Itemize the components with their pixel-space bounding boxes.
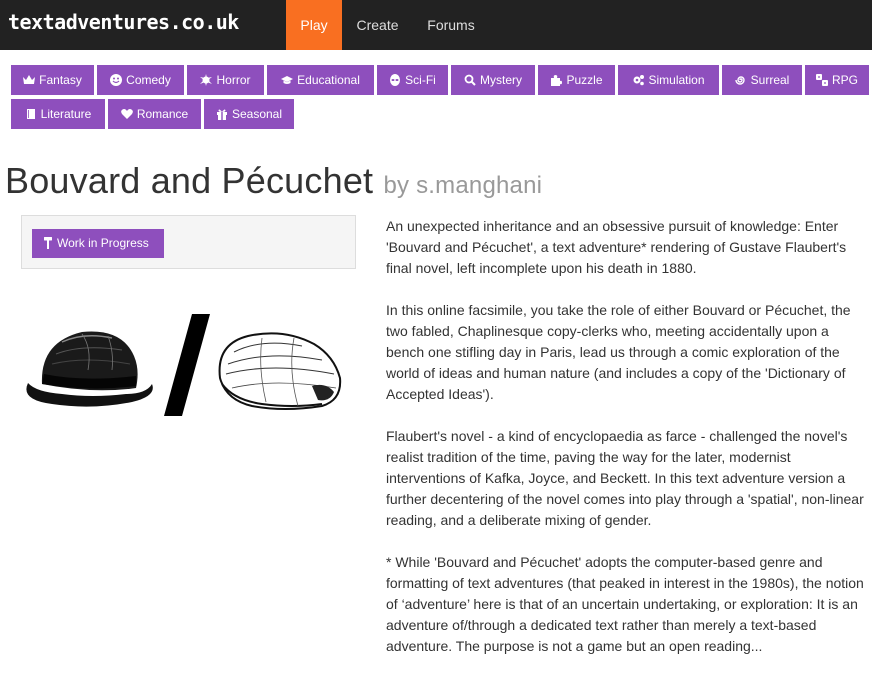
- genre-romance-button[interactable]: [108, 99, 201, 129]
- hammer-icon: [43, 237, 53, 249]
- gift-icon: [216, 108, 228, 120]
- genre-puzzle-button[interactable]: [538, 65, 615, 95]
- status-label: Work in Progress: [57, 236, 149, 250]
- genre-educational-button[interactable]: [267, 65, 374, 95]
- genre-label: Simulation: [648, 73, 705, 87]
- genre-simulation-button[interactable]: [618, 65, 719, 95]
- genre-label: Mystery: [480, 73, 522, 87]
- heart-icon: [121, 108, 133, 120]
- genre-literature-button[interactable]: [11, 99, 105, 129]
- nav-create[interactable]: Create: [356, 17, 399, 33]
- genre-comedy-button[interactable]: [97, 65, 184, 95]
- genre-label: Fantasy: [39, 73, 82, 87]
- genre-label: Romance: [136, 107, 189, 121]
- dice-icon: [816, 74, 828, 86]
- nav-forums[interactable]: Forums: [427, 17, 475, 33]
- description-paragraph: Flaubert's novel - a kind of encyclopaedia as farce - challenged the novel's realist tradition of the time, paving the way for the later, modernist interventions of Kafka, Joyce, and Beckett. In this text adventure version a further decentering of the novel comes into play through a 'spatial', non-linear reading, and a deliberate mixing of gender.: [386, 428, 864, 528]
- genre-label: Comedy: [126, 73, 171, 87]
- site-logo[interactable]: textadventures.co.uk: [8, 10, 239, 34]
- genre-horror-button[interactable]: [187, 65, 264, 95]
- description-paragraph: * While 'Bouvard and Pécuchet' adopts the computer-based genre and formatting of text adventures (that peaked in interest in the 1980s), the notion of ‘adventure’ here is that of an uncertain undertaking, or exploration: It is an adventure of/through a dedicated text rather than merely a text-based adventure. The purpose is not a game but an open reading...: [386, 554, 864, 654]
- genre-label: Horror: [216, 73, 251, 87]
- genre-label: Surreal: [750, 73, 790, 87]
- book-icon: [25, 108, 37, 120]
- description-paragraph: An unexpected inheritance and an obsessive pursuit of knowledge: Enter 'Bouvard and Pécuchet', a text adventure* rendering of Gustave Flaubert's final novel, left incomplete upon his death in 1880.: [386, 218, 847, 276]
- genre-rpg-button[interactable]: [805, 65, 869, 95]
- game-author[interactable]: by s.manghani: [383, 172, 543, 199]
- genre-seasonal-button[interactable]: [204, 99, 294, 129]
- genre-label: Sci-Fi: [405, 73, 436, 87]
- genre-scifi-button[interactable]: [377, 65, 448, 95]
- bowler-hat-illustration: [26, 332, 152, 407]
- puzzle-piece-icon: [550, 74, 562, 86]
- genre-label: RPG: [831, 73, 858, 87]
- game-cover-image: [22, 308, 346, 423]
- game-title: Bouvard and Pécuchet: [5, 160, 374, 201]
- genre-label: Literature: [40, 107, 92, 121]
- crown-icon: [23, 74, 35, 86]
- top-navbar: [0, 0, 872, 50]
- genre-label: Educational: [297, 73, 360, 87]
- genre-surreal-button[interactable]: [722, 65, 802, 95]
- smiley-icon: [110, 74, 122, 86]
- nav-play[interactable]: Play: [286, 0, 342, 50]
- alien-icon: [389, 74, 401, 86]
- work-in-progress-badge[interactable]: [32, 229, 164, 258]
- genre-fantasy-button[interactable]: [11, 65, 94, 95]
- description-paragraph: In this online facsimile, you take the role of either Bouvard or Pécuchet, the two fabled, Chaplinesque copy-clerks who, meeting accidentally upon a bench one stifling day in Paris, lead us through a comic exploration of the world of ideas and human nature (and includes a copy of the 'Dictionary of Accepted Ideas').: [386, 302, 851, 402]
- game-status-panel: [21, 215, 356, 269]
- flat-cap-illustration: [220, 333, 341, 409]
- game-description: [386, 216, 868, 674]
- slash-divider: [164, 314, 210, 416]
- graduation-cap-icon: [281, 74, 293, 86]
- spiral-icon: [735, 74, 747, 86]
- genre-label: Puzzle: [566, 73, 603, 87]
- gears-icon: [632, 74, 644, 86]
- genre-mystery-button[interactable]: [451, 65, 535, 95]
- magnifier-icon: [464, 74, 476, 86]
- splat-icon: [200, 74, 212, 86]
- genre-label: Seasonal: [231, 107, 283, 121]
- game-title-heading: [5, 160, 542, 202]
